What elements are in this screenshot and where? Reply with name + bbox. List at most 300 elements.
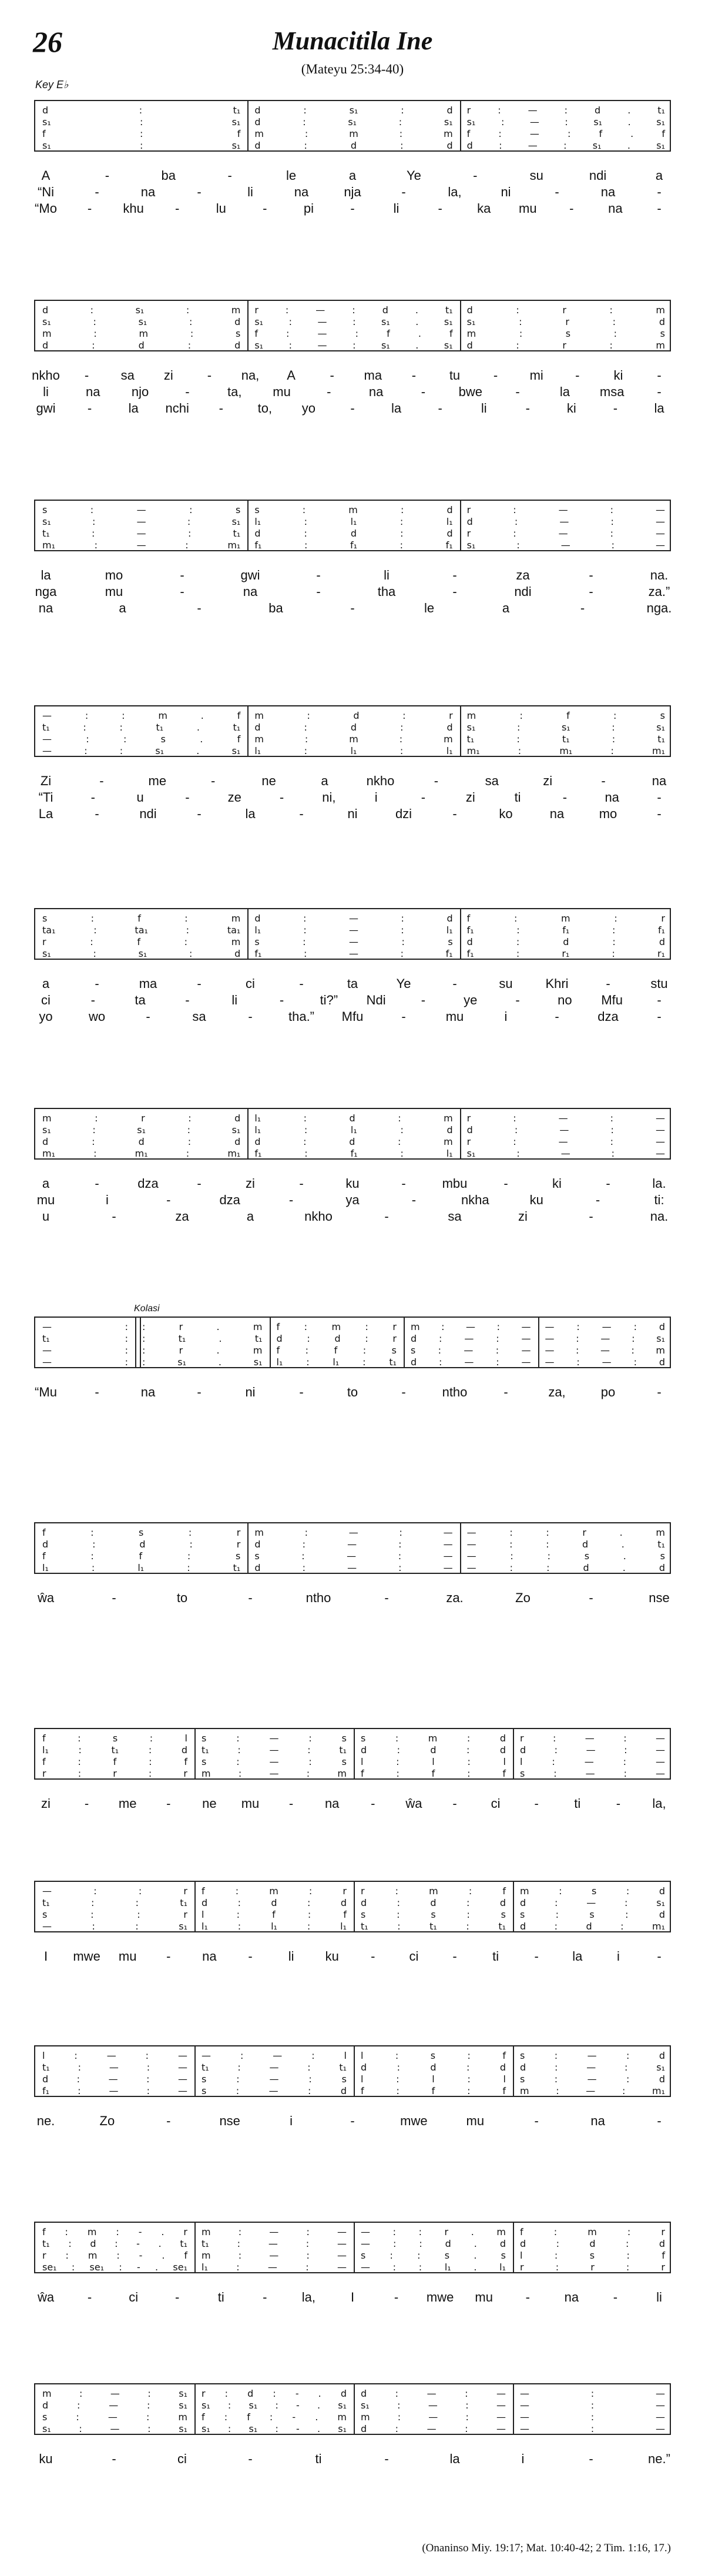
lyric-syllable: - bbox=[569, 201, 574, 216]
lyric-syllable: sa bbox=[120, 368, 135, 383]
solfa-measure: l₁ : l₁ : t₁ bbox=[42, 1562, 241, 1573]
lyric-syllable: zi bbox=[543, 773, 553, 788]
lyric-syllable: li bbox=[384, 568, 390, 582]
solfa-measure: ta₁ : ta₁ : ta₁ bbox=[42, 924, 241, 936]
hymn-title: Munacitila Ine bbox=[272, 26, 433, 55]
voice-part-bass bbox=[35, 2085, 672, 2097]
lyric-syllable: - bbox=[87, 2290, 92, 2304]
solfa-measure: f₁ : — : f₁ bbox=[254, 948, 453, 959]
lyric-syllable: - bbox=[263, 2290, 267, 2304]
voice-part-bass bbox=[35, 540, 672, 551]
lyric-syllable: nse bbox=[649, 1590, 670, 1605]
voice-part-bass bbox=[35, 1921, 672, 1932]
voice-part-alto bbox=[35, 2062, 672, 2073]
lyric-syllable: - bbox=[580, 601, 585, 615]
voice-part-bass bbox=[35, 1768, 672, 1780]
lyric-syllable: ti bbox=[217, 2290, 224, 2304]
solfa-measure: s₁ : — : — bbox=[466, 1148, 665, 1159]
solfa-measure: d : — : — bbox=[254, 1539, 453, 1550]
solfa-measure: l : — : — bbox=[520, 1756, 665, 1767]
lyric-syllable: na bbox=[86, 384, 100, 399]
lyric-syllable: nkha bbox=[461, 1192, 489, 1207]
lyric-syllable: tha.” bbox=[288, 1009, 315, 1024]
solfa-measure: l₁ : l₁ : l₁ bbox=[202, 1921, 347, 1932]
lyric-syllable: la bbox=[391, 401, 402, 416]
solfa-measure: m : m : m bbox=[254, 128, 453, 139]
voice-part-bass bbox=[35, 948, 672, 960]
lyric-syllable: - bbox=[87, 401, 92, 416]
solfa-measure: f : f bbox=[42, 128, 241, 139]
lyric-line bbox=[34, 384, 671, 401]
solfa-measure: f : m : r bbox=[202, 1885, 347, 1897]
lyric-syllable: - bbox=[657, 993, 662, 1007]
solfa-measure: l₁ : l₁ : l₁ bbox=[254, 516, 453, 527]
solfa-staff bbox=[34, 1522, 671, 1574]
voice-part-tenor bbox=[35, 528, 672, 540]
solfa-measure: — : : d . t₁ bbox=[466, 1539, 665, 1550]
solfa-measure: — : — : d bbox=[545, 1321, 665, 1332]
lyric-syllable: la, bbox=[448, 185, 462, 199]
voice-part-tenor bbox=[35, 1345, 672, 1356]
solfa-measure: f : f : s bbox=[42, 1550, 241, 1562]
lyric-line bbox=[34, 2290, 671, 2306]
solfa-measure: d : — : s₁ bbox=[520, 2062, 665, 2073]
lyric-syllable: - bbox=[534, 2113, 539, 2128]
solfa-measure: d : d : r bbox=[42, 1539, 241, 1550]
lyric-syllable: stu bbox=[650, 976, 668, 991]
lyric-syllable: - bbox=[434, 773, 439, 788]
voice-part-bass bbox=[35, 1562, 672, 1574]
lyric-syllable: - bbox=[657, 790, 662, 805]
lyric-syllable: - bbox=[211, 773, 216, 788]
lyric-syllable: - bbox=[330, 368, 334, 383]
solfa-measure: l : l : l bbox=[361, 2073, 506, 2085]
lyric-syllable: zi bbox=[163, 368, 173, 383]
solfa-measure: s₁ : s₁ : s₁ bbox=[42, 1124, 241, 1135]
lyric-syllable: ci bbox=[177, 2451, 187, 2466]
lyric-line bbox=[34, 806, 671, 823]
lyric-syllable: - bbox=[657, 2113, 662, 2128]
solfa-measure: f : f : - . m bbox=[202, 2411, 347, 2423]
lyric-syllable: - bbox=[515, 993, 520, 1007]
lyric-syllable: - bbox=[95, 1176, 99, 1191]
lyric-syllable: - bbox=[438, 401, 442, 416]
lyric-syllable: - bbox=[589, 1590, 593, 1605]
voice-part-alto bbox=[35, 1897, 672, 1909]
lyric-syllable: ku bbox=[529, 1192, 543, 1207]
solfa-measure: s₁ : — : — bbox=[466, 540, 665, 551]
lyric-syllable: za bbox=[516, 568, 530, 582]
lyric-syllable: na bbox=[549, 806, 565, 821]
voice-part-soprano bbox=[35, 913, 672, 924]
lyric-syllable: - bbox=[452, 976, 457, 991]
solfa-measure: d : — : — bbox=[466, 516, 665, 527]
solfa-measure: l₁ : l₁ : t₁ bbox=[276, 1356, 397, 1368]
solfa-staff bbox=[34, 2222, 671, 2273]
lyric-syllable: ko bbox=[499, 806, 513, 821]
solfa-staff bbox=[34, 100, 671, 152]
lyric-syllable: - bbox=[421, 790, 426, 805]
solfa-measure: — : : m . f bbox=[42, 710, 241, 721]
lyric-syllable: - bbox=[589, 1209, 593, 1224]
solfa-measure: s₁ : s₁ : - . s₁ bbox=[202, 2400, 347, 2411]
lyric-syllable: no bbox=[558, 993, 572, 1007]
lyric-line bbox=[34, 1192, 671, 1209]
lyric-syllable: ya bbox=[345, 1192, 360, 1207]
solfa-measure: d : — : — bbox=[411, 1333, 531, 1344]
lyric-syllable: - bbox=[299, 1176, 304, 1191]
voice-part-tenor bbox=[35, 1909, 672, 1921]
solfa-measure: s : — : d bbox=[202, 2085, 347, 2096]
solfa-measure: s : m : d bbox=[361, 1733, 506, 1744]
solfa-measure: d : d : d bbox=[42, 1136, 241, 1147]
voice-part-soprano bbox=[35, 105, 672, 116]
lyric-syllable: - bbox=[197, 1176, 202, 1191]
solfa-measure: d : s₁ : m bbox=[42, 304, 241, 316]
lyric-syllable: - bbox=[616, 1796, 621, 1811]
lyric-syllable: dza bbox=[137, 1176, 159, 1191]
lyric-syllable: - bbox=[384, 1209, 389, 1224]
solfa-measure: : r . m bbox=[142, 1345, 263, 1356]
lyric-syllable: li bbox=[481, 401, 487, 416]
lyric-syllable: mu bbox=[445, 1009, 464, 1024]
voice-part-tenor bbox=[35, 1136, 672, 1148]
lyric-syllable: - bbox=[90, 790, 95, 805]
solfa-measure: r : — : — bbox=[466, 1136, 665, 1147]
lyric-syllable: - bbox=[279, 993, 284, 1007]
lyric-syllable: na bbox=[324, 1796, 340, 1811]
lyric-syllable: sa bbox=[485, 773, 499, 788]
lyric-syllable: na bbox=[294, 185, 309, 199]
lyric-syllable: - bbox=[534, 1949, 539, 1964]
lyric-syllable: la bbox=[41, 568, 51, 582]
solfa-measure: m : — : — bbox=[202, 2226, 347, 2237]
lyric-syllable: - bbox=[95, 185, 99, 199]
lyric-syllable: - bbox=[515, 384, 520, 399]
voice-part-soprano bbox=[35, 2050, 672, 2062]
lyric-syllable: za, bbox=[548, 1385, 566, 1399]
lyric-syllable: - bbox=[601, 773, 606, 788]
lyric-syllable: u bbox=[42, 1209, 50, 1224]
solfa-measure: d : d : d bbox=[361, 1897, 506, 1908]
solfa-measure: d : r : m bbox=[466, 304, 665, 316]
lyric-syllable: - bbox=[185, 384, 190, 399]
lyric-syllable: - bbox=[562, 790, 568, 805]
solfa-measure: d : d : d bbox=[361, 1744, 506, 1756]
voice-part-bass bbox=[35, 1356, 672, 1368]
lyric-syllable: - bbox=[384, 2451, 389, 2466]
lyric-syllable: - bbox=[525, 2290, 530, 2304]
solfa-measure: f : — : f . f bbox=[254, 328, 453, 339]
solfa-measure: l₁ : — : l₁ bbox=[254, 924, 453, 936]
solfa-measure: — : — : l bbox=[202, 2050, 347, 2061]
lyric-syllable: Mfu bbox=[341, 1009, 364, 1024]
lyric-syllable: - bbox=[263, 201, 267, 216]
solfa-measure: s₁ : — : — bbox=[361, 2400, 506, 2411]
footnote-references: (Onaninso Miy. 19:17; Mat. 10:40-42; 2 Tim. 1:16, 17.) bbox=[422, 2542, 671, 2554]
lyric-syllable: - bbox=[350, 401, 355, 416]
solfa-measure: l : l : l bbox=[361, 1756, 506, 1767]
solfa-measure: f : f : f bbox=[361, 1768, 506, 1779]
lyric-syllable: na bbox=[368, 384, 384, 399]
lyric-syllable: ni, bbox=[322, 790, 336, 805]
lyric-syllable: li bbox=[43, 384, 49, 399]
solfa-measure: l₁ : t₁ : d bbox=[42, 1744, 187, 1756]
solfa-measure: l : s : f bbox=[361, 2050, 506, 2061]
lyric-syllable: na. bbox=[650, 1209, 669, 1224]
lyric-line bbox=[34, 401, 671, 417]
lyric-syllable: ci bbox=[41, 993, 51, 1007]
solfa-measure: d : d : r bbox=[276, 1333, 397, 1344]
lyric-line bbox=[34, 185, 671, 201]
lyric-syllable: - bbox=[112, 2451, 116, 2466]
lyric-syllable: na bbox=[600, 185, 616, 199]
solfa-measure: : t₁ . t₁ bbox=[142, 1333, 263, 1344]
solfa-measure: d : s₁ : d bbox=[254, 105, 453, 116]
lyric-syllable: a bbox=[348, 168, 357, 183]
solfa-measure: s₁ : — : s₁ . s₁ bbox=[466, 116, 665, 128]
lyric-syllable: ki bbox=[613, 368, 623, 383]
lyric-syllable: - bbox=[421, 993, 426, 1007]
lyric-syllable: - bbox=[197, 601, 202, 615]
solfa-measure: t₁ : : t₁ . t₁ bbox=[42, 722, 241, 733]
voice-part-tenor bbox=[35, 2250, 672, 2262]
lyric-syllable: - bbox=[438, 201, 442, 216]
solfa-measure: : s₁ . s₁ bbox=[142, 1356, 263, 1368]
lyric-syllable: to, bbox=[257, 401, 273, 416]
lyric-syllable: ba bbox=[161, 168, 176, 183]
lyric-syllable: ku bbox=[39, 2451, 53, 2466]
lyric-syllable: i bbox=[290, 2113, 293, 2128]
lyric-syllable: Zi bbox=[40, 773, 52, 788]
lyric-line bbox=[34, 201, 671, 217]
lyric-line bbox=[34, 584, 671, 601]
solfa-measure: f : m : r bbox=[520, 2226, 665, 2237]
lyric-syllable: za.” bbox=[648, 584, 670, 599]
voice-part-alto bbox=[35, 116, 672, 128]
voice-part-soprano bbox=[35, 1321, 672, 1333]
lyric-syllable: yo bbox=[301, 401, 316, 416]
lyric-syllable: - bbox=[401, 1176, 406, 1191]
lyric-syllable: tu bbox=[449, 368, 461, 383]
lyric-syllable: - bbox=[613, 2290, 618, 2304]
lyric-syllable: mwe bbox=[426, 2290, 454, 2304]
solfa-measure: s : — : s bbox=[202, 2073, 347, 2085]
lyric-syllable: la bbox=[654, 401, 664, 416]
solfa-measure: : r . m bbox=[142, 1321, 263, 1332]
lyric-syllable: la. bbox=[652, 1176, 666, 1191]
lyric-line bbox=[34, 1949, 671, 1965]
solfa-staff bbox=[34, 2045, 671, 2097]
lyric-syllable: - bbox=[595, 1192, 600, 1207]
voice-part-soprano bbox=[35, 304, 672, 316]
solfa-measure: f : s : l bbox=[42, 1733, 187, 1744]
voice-part-bass bbox=[35, 340, 672, 351]
lyric-syllable: - bbox=[350, 201, 355, 216]
lyric-line bbox=[34, 568, 671, 584]
lyric-syllable: mu bbox=[475, 2290, 493, 2304]
lyric-syllable: na. bbox=[650, 568, 669, 582]
lyric-syllable: dza bbox=[219, 1192, 240, 1207]
lyric-syllable: A bbox=[287, 368, 296, 383]
lyric-syllable: la bbox=[128, 401, 139, 416]
lyric-syllable: nse bbox=[219, 2113, 240, 2128]
solfa-measure: f₁ : f₁ : f₁ bbox=[466, 924, 665, 936]
lyric-syllable: ti?” bbox=[320, 993, 338, 1007]
lyric-syllable: - bbox=[575, 368, 580, 383]
solfa-measure: — : — : m bbox=[545, 1345, 665, 1356]
solfa-measure: d : — : s₁ bbox=[42, 2400, 187, 2411]
lyric-syllable: ci bbox=[246, 976, 255, 991]
lyric-syllable: - bbox=[146, 1009, 150, 1024]
solfa-measure: s₁ : — : s₁ bbox=[42, 516, 241, 527]
lyric-syllable: ne.” bbox=[648, 2451, 670, 2466]
key-signature: Key E♭ bbox=[35, 79, 69, 91]
lyric-syllable: - bbox=[606, 1176, 610, 1191]
solfa-measure: s₁ : — : s₁ bbox=[42, 2423, 187, 2434]
lyric-syllable: - bbox=[394, 2290, 399, 2304]
solfa-measure: s : : r bbox=[42, 1909, 187, 1920]
lyric-syllable: li bbox=[288, 1949, 294, 1964]
solfa-measure: t₁ : — : t₁ bbox=[202, 1744, 347, 1756]
lyric-syllable: njo bbox=[131, 384, 149, 399]
solfa-measure: m : — : — bbox=[202, 2250, 347, 2261]
solfa-measure: f : m : r bbox=[276, 1321, 397, 1332]
lyric-syllable: la bbox=[245, 806, 256, 821]
lyric-syllable: a bbox=[321, 773, 328, 788]
solfa-measure: — : bbox=[42, 1321, 128, 1332]
voice-part-tenor bbox=[35, 328, 672, 340]
voice-part-soprano bbox=[35, 1733, 672, 1744]
voice-part-bass bbox=[35, 745, 672, 757]
lyric-syllable: - bbox=[248, 1009, 253, 1024]
solfa-measure: m : — : m₁ bbox=[520, 2085, 665, 2096]
solfa-measure: — : — bbox=[520, 2388, 665, 2399]
solfa-measure: m : s : s bbox=[466, 328, 665, 339]
lyric-syllable: - bbox=[197, 1385, 202, 1399]
solfa-staff bbox=[34, 1728, 671, 1780]
lyric-syllable: ne. bbox=[36, 2113, 55, 2128]
lyric-syllable: mo bbox=[105, 568, 123, 582]
lyric-syllable: mo bbox=[599, 806, 617, 821]
lyric-syllable: “Ti bbox=[38, 790, 53, 805]
voice-part-tenor bbox=[35, 1550, 672, 1562]
solfa-measure: s : — : s bbox=[202, 1733, 347, 1744]
lyric-syllable: - bbox=[180, 568, 184, 582]
solfa-measure: d : d : d bbox=[520, 2238, 665, 2249]
voice-part-alto bbox=[35, 2400, 672, 2411]
solfa-measure: m₁ : m₁ : m₁ bbox=[466, 745, 665, 756]
lyric-syllable: - bbox=[534, 1796, 539, 1811]
solfa-measure: l : f : f bbox=[202, 1909, 347, 1920]
solfa-measure: d : d : d bbox=[361, 2062, 506, 2073]
lyric-syllable: la bbox=[572, 1949, 583, 1964]
lyric-syllable: - bbox=[105, 168, 110, 183]
solfa-measure: s : : s . s bbox=[361, 2250, 506, 2261]
solfa-measure: r : — : d . t₁ bbox=[254, 304, 453, 316]
solfa-measure: l₁ : l₁ : d bbox=[254, 1124, 453, 1135]
voice-part-alto bbox=[35, 1539, 672, 1550]
lyric-syllable: mu bbox=[273, 384, 291, 399]
lyric-syllable: - bbox=[299, 806, 304, 821]
solfa-measure: m₁ : m₁ : m₁ bbox=[42, 1148, 241, 1159]
lyric-syllable: na bbox=[140, 185, 156, 199]
lyric-syllable: - bbox=[589, 2451, 593, 2466]
voice-part-bass bbox=[35, 2262, 672, 2273]
solfa-measure: r : — : — bbox=[520, 1733, 665, 1744]
solfa-measure: s₁ : s₁ bbox=[42, 140, 241, 151]
lyric-syllable: - bbox=[84, 1796, 89, 1811]
solfa-measure: d : d : d bbox=[42, 340, 241, 351]
solfa-measure: — : — : d bbox=[545, 1356, 665, 1368]
lyric-syllable: - bbox=[657, 201, 662, 216]
lyric-syllable: ni bbox=[347, 806, 358, 821]
lyric-syllable: - bbox=[166, 1796, 171, 1811]
solfa-measure: r : m : - . f bbox=[42, 2250, 187, 2261]
lyric-syllable: li bbox=[656, 2290, 662, 2304]
solfa-measure: — : : l₁ . l₁ bbox=[361, 2262, 506, 2273]
solfa-measure: l₁ : — : — bbox=[202, 2262, 347, 2273]
lyric-syllable: ci bbox=[129, 2290, 139, 2304]
lyric-syllable: la bbox=[559, 384, 570, 399]
lyric-syllable: - bbox=[248, 1949, 253, 1964]
lyric-syllable: me bbox=[148, 773, 167, 788]
lyric-syllable: - bbox=[371, 1796, 375, 1811]
solfa-measure: se₁ : se₁ : - . se₁ bbox=[42, 2262, 187, 2273]
solfa-measure: — : — bbox=[520, 2411, 665, 2423]
lyric-syllable: ni bbox=[245, 1385, 256, 1399]
solfa-measure: — : bbox=[42, 1356, 128, 1368]
solfa-measure: s : — : — bbox=[254, 1550, 453, 1562]
voice-part-tenor bbox=[35, 2411, 672, 2423]
lyric-syllable: dza bbox=[597, 1009, 619, 1024]
lyric-line bbox=[34, 993, 671, 1009]
voice-part-alto bbox=[35, 516, 672, 528]
solfa-measure: — : : r . m bbox=[361, 2226, 506, 2237]
lyric-syllable: mu bbox=[105, 584, 123, 599]
solfa-measure: l : s : f bbox=[520, 2250, 665, 2261]
solfa-measure: m : — : s₁ bbox=[42, 2388, 187, 2399]
lyric-syllable: mu bbox=[118, 1949, 137, 1964]
lyric-syllable: - bbox=[166, 2113, 171, 2128]
lyric-syllable: su bbox=[529, 168, 543, 183]
solfa-measure: r : r : r bbox=[42, 1768, 187, 1779]
solfa-measure: t₁ : — : — bbox=[42, 2062, 187, 2073]
solfa-measure: t₁ : t₁ : t₁ bbox=[466, 733, 665, 745]
solfa-measure: d : d : d bbox=[202, 1897, 347, 1908]
solfa-measure: f : m : r bbox=[466, 913, 665, 924]
voice-part-soprano bbox=[35, 1527, 672, 1539]
lyric-syllable: le bbox=[424, 601, 435, 615]
lyric-syllable: - bbox=[227, 168, 232, 183]
lyric-syllable: Khri bbox=[545, 976, 569, 991]
lyric-syllable: La bbox=[38, 806, 53, 821]
voice-part-tenor bbox=[35, 1756, 672, 1768]
lyric-syllable: A bbox=[41, 168, 51, 183]
lyric-syllable: - bbox=[493, 368, 498, 383]
lyric-syllable: - bbox=[657, 806, 662, 821]
lyric-line bbox=[34, 168, 671, 185]
lyric-syllable: Ye bbox=[396, 976, 411, 991]
lyric-syllable: - bbox=[589, 584, 593, 599]
voice-part-tenor bbox=[35, 733, 672, 745]
lyric-syllable: la, bbox=[652, 1796, 666, 1811]
voice-part-tenor bbox=[35, 128, 672, 140]
solfa-measure: s : — : d bbox=[520, 2050, 665, 2061]
solfa-measure: — : : d . d bbox=[466, 1562, 665, 1573]
lyric-syllable: ci bbox=[409, 1949, 419, 1964]
voice-part-soprano bbox=[35, 504, 672, 516]
